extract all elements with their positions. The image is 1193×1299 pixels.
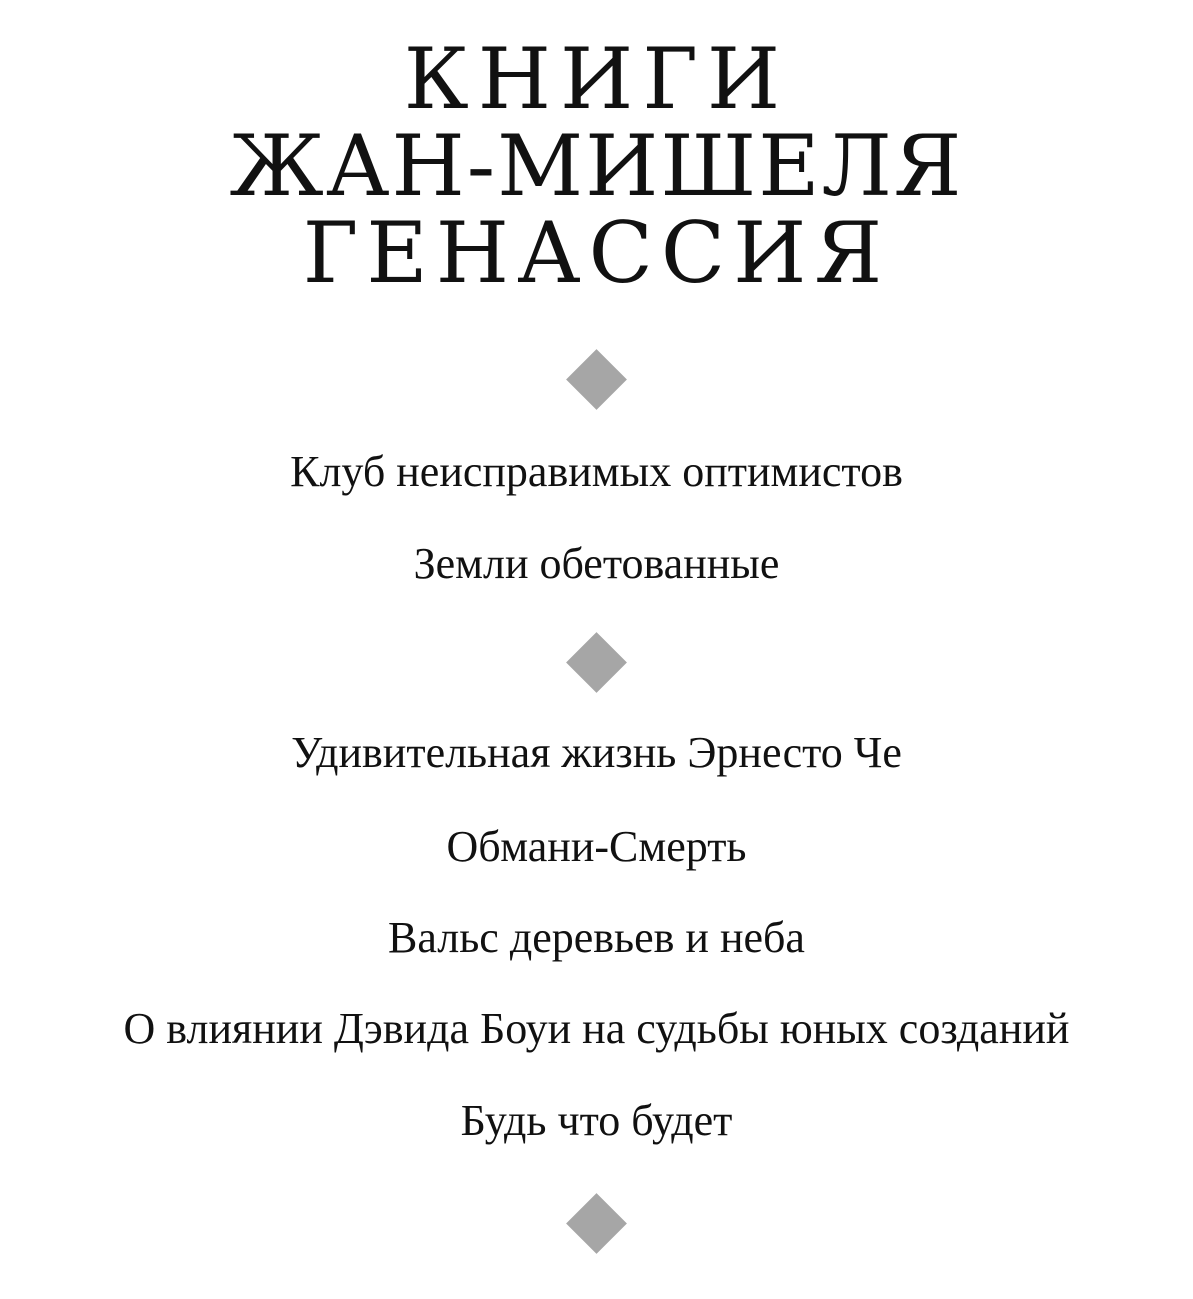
book-title: Земли обетованные: [413, 539, 780, 588]
page-title: [0, 30, 1193, 302]
title-line-1: КНИГИ: [403, 30, 790, 128]
book-title: Клуб неисправимых оптимистов: [290, 447, 903, 496]
diamond-icon: [566, 632, 627, 693]
diamond-icon: [566, 1193, 627, 1254]
diamond-icon: [566, 349, 627, 410]
book-title: Вальс деревьев и неба: [388, 913, 805, 962]
book-title: Обмани-Смерть: [446, 822, 747, 871]
title-line-3: ГЕНАССИЯ: [302, 204, 891, 302]
title-line-2: ЖАН-МИШЕЛЯ: [229, 117, 964, 215]
book-title: О влиянии Дэвида Боуи на судьбы юных созданий: [123, 1004, 1070, 1053]
book-title: Будь что будет: [460, 1096, 733, 1145]
book-title: Удивительная жизнь Эрнесто Че: [291, 728, 902, 777]
